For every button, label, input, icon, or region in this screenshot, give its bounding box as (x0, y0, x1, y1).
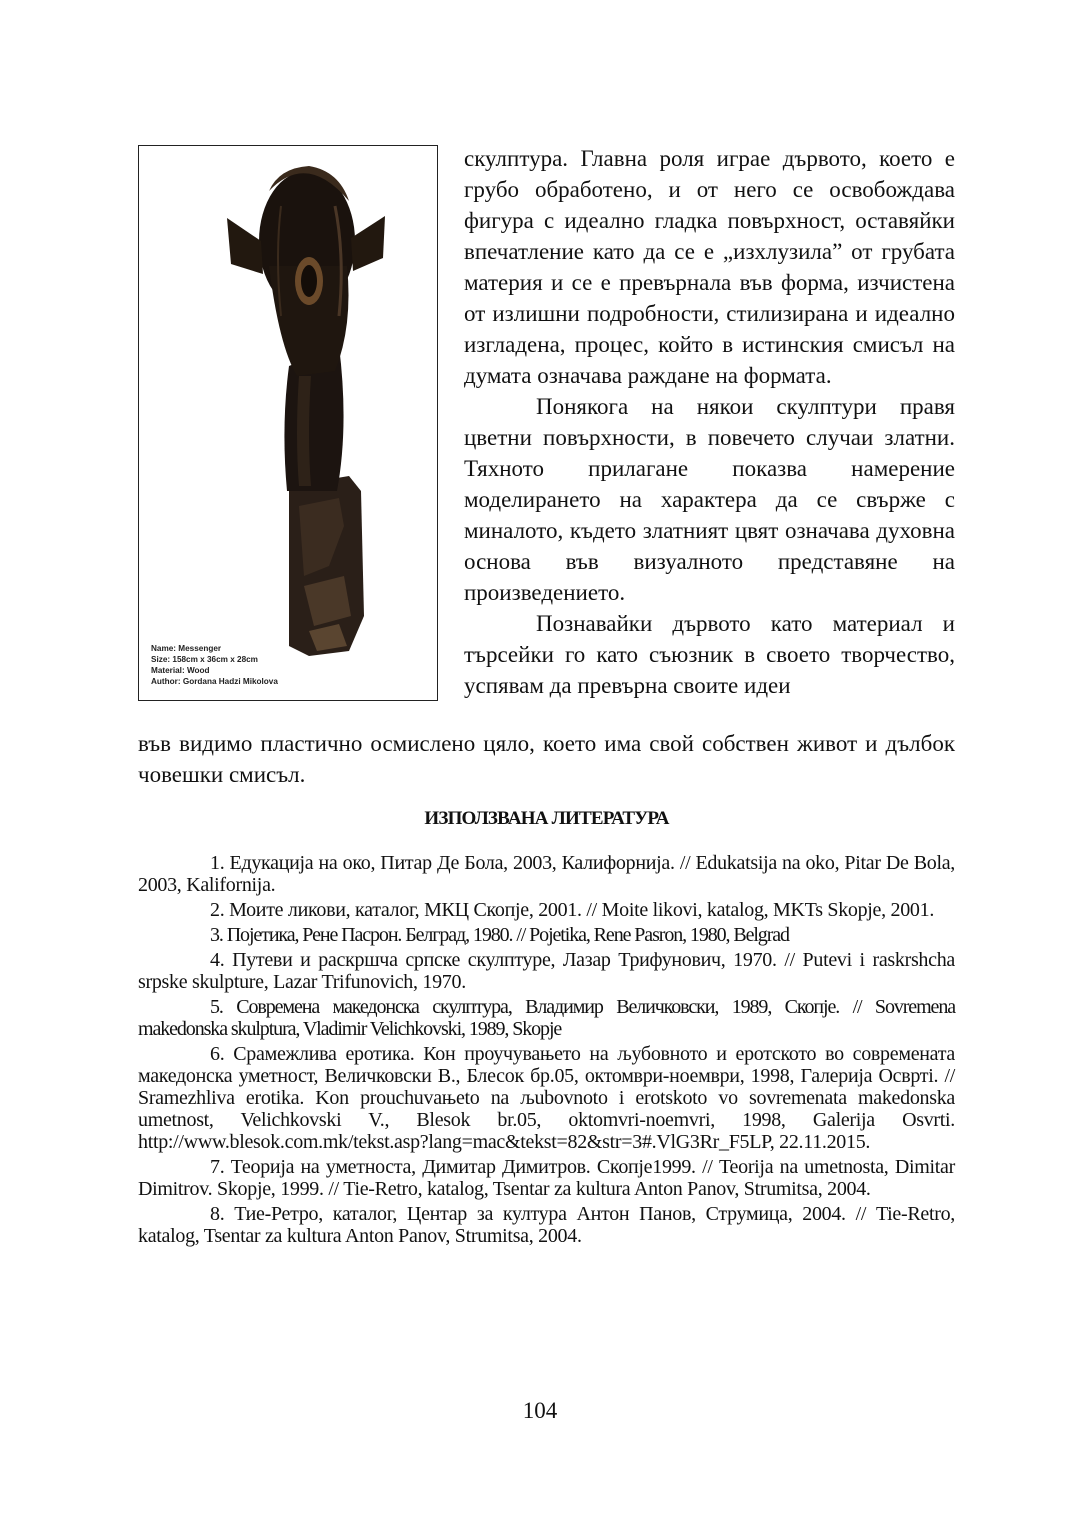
paragraph-3-continuation: във видимо пластично осмислено цяло, което има свой собствен живот и дълбок човешки смисъл. (138, 731, 955, 787)
reference-item: 2. Моите ликови, каталог, МКЦ Скопје, 2001. // Moite likovi, katalog, MKTs Skopje, 2001. (210, 899, 935, 921)
paragraph-2: Понякога на някои скулптури правя цветни повърхности, в повечето случаи златни. Тяхното прилагане показва намерение моделирането на характера да се свърже с миналото, където златният цвят означава духовна основа във визуалното представяне на произведението. (464, 394, 955, 605)
references-heading: ИЗПОЛЗВАНА ЛИТЕРАТУРА (424, 808, 669, 829)
caption-name: Name: Messenger (151, 644, 222, 653)
page-number: 104 (522, 1398, 558, 1423)
paragraph-1: скулптура. Главна роля играе дървото, което е грубо обработено, и от него се освобождава фигура с идеално гладка повърхност, оставяйки впечатление като да се е „изхлузила” от грубата материя и се е превърнала във форма, изчистена от излишни подробности, стилизирана и идеално изгладена, процес, който в истинския смисъл на думата означава раждане на формата. (464, 146, 955, 388)
caption-size: Size: 158cm x 36cm x 28cm (151, 655, 258, 664)
figure-caption (151, 643, 431, 687)
sculpture-figure (138, 145, 438, 701)
sculpture-image (139, 146, 436, 699)
reference-item: 8. Тие-Ретро, каталог, Центар за култура Антон Панов, Струмица, 2004. // Tie-Retro, katalog, Tsentar za kultura Anton Panov, Strumitsa, 2004. (138, 1203, 955, 1247)
body-text-side (464, 143, 955, 701)
reference-item: 3. Појетика, Рене Пасрон. Белград, 1980. // Pojetika, Rene Pasron, 1980, Belgrad (210, 924, 789, 946)
reference-item: 6. Срамежлива еротика. Кон проучувањето на љубовното и еротското во современата македонска уметност, Величковски В., Блесок бр.05, октомври-ноември, 1998, Галерија Освртi. // Sramezhliva erotika. Kon prouchuvањeto na љubovnoto i erotskoto vo sovremenata makedonska umetnost, Velichkovski V., Blesok br.05, oktomvri-noemvri, 1998, Galerija Osvrti. http://www.blesok.com.mk/tekst.asp?lang=mac&tekst=82&str=3#.VlG3Rr_F5LP, 22.11.2015. (138, 1043, 955, 1153)
reference-item: 1. Едукација на око, Питар Де Бола, 2003, Калифорнија. // Edukatsija na oko, Pitar De Bola, 2003, Kalifornija. (138, 852, 955, 896)
caption-material: Material: Wood (151, 666, 210, 675)
body-text-continuation (138, 728, 955, 790)
reference-item: 5. Современа македонска скулптура, Владимир Величковски, 1989, Скопје. // Sovremena makedonska skulptura, Vladimir Velichkovski, 1989, Skopje (138, 996, 955, 1040)
reference-item: 7. Теорија на уметноста, Димитар Димитров. Скопје1999. // Teorija na umetnosta, Dimitar Dimitrov. Skopje, 1999. // Tie-Retro, katalog, Tsentar za kultura Anton Panov, Strumitsa, 2004. (138, 1156, 955, 1200)
caption-author: Author: Gordana Hadzi Mikolova (151, 677, 278, 686)
paragraph-3: Познавайки дървото като материал и търсейки го като съюзник в своето творчество, успявам да превърна своите идеи (464, 611, 955, 698)
references-list (138, 852, 955, 1250)
reference-item: 4. Путеви и раскршча српске скулптуре, Лазар Трифунович, 1970. // Putevi i raskrshcha srpske skulpture, Lazar Trifunovich, 1970. (138, 949, 955, 993)
